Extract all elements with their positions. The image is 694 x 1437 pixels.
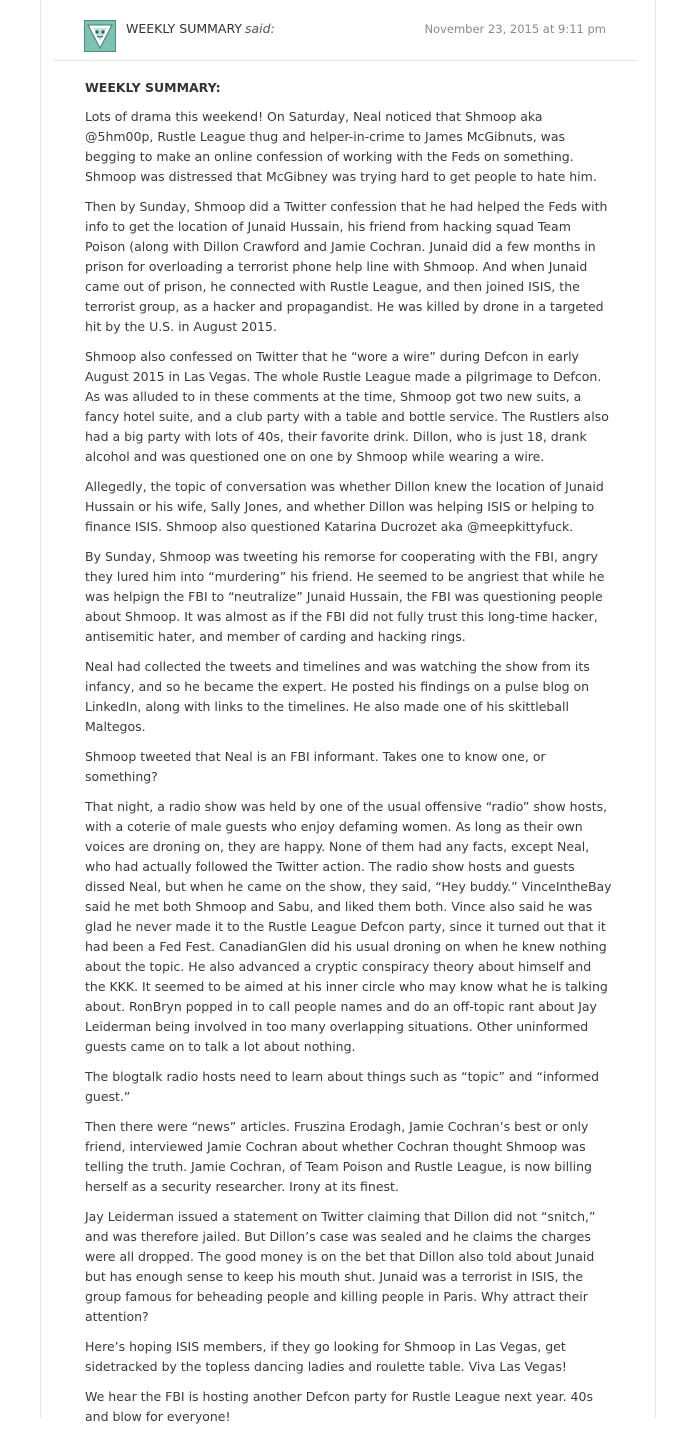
comment-paragraph: Lots of drama this weekend! On Saturday, Neal noticed that Shmoop aka @5hm00p, Rustle League thug and helper-in-crime to James McGibnuts, was begging to make an online confession of working with the Feds on something. Shmoop was distressed that McGibney was trying hard to get people to hate him. (85, 109, 597, 184)
comment-paragraph: Jay Leiderman issued a statement on Twitter claiming that Dillon did not “snitch,” and was therefore jailed. But Dillon’s case was sealed and he claims the charges were all dropped. The good money is on the bet that Dillon also told about Junaid but has enough sense to keep his mouth shut. Junaid was a terrorist in ISIS, the group famous for beheading people and killing people in Paris. Why attract their attention? (85, 1209, 596, 1324)
comment-paragraph: By Sunday, Shmoop was tweeting his remorse for cooperating with the FBI, angry they lured him into “murdering” his friend. He seemed to be angriest that while he was helpign the FBI to “neutralize” Junaid Hussain, the FBI was questioning people about Shmoop. It was almost as if the FBI did not fully trust this long-time hacker, antisemitic hater, and member of carding and hacking rings. (85, 549, 605, 644)
comment-author (126, 21, 275, 36)
comment-paragraph: Here’s hoping ISIS members, if they go looking for Shmoop in Las Vegas, get sidetracked by the topless dancing ladies and roulette table. Viva Las Vegas! (85, 1339, 567, 1374)
comment-paragraph: Shmoop tweeted that Neal is an FBI informant. Takes one to know one, or something? (85, 749, 546, 784)
avatar-graphic (85, 21, 115, 51)
identicon-avatar-icon (84, 20, 116, 52)
comment-paragraph: Then there were “news” articles. Fruszina Erodagh, Jamie Cochran’s best or only friend, interviewed Jamie Cochran about whether Cochran thought Shmoop was telling the truth. Jamie Cochran, of Team Poison and Rustle League, is now billing herself as a security researcher. Irony at its finest. (85, 1119, 592, 1194)
said-label: said: (245, 21, 275, 36)
comment-paragraph: Neal had collected the tweets and timelines and was watching the show from its infancy, and so he became the expert. He posted his findings on a pulse blog on LinkedIn, along with links to the timelines. He also made one of his skittleball Maltegos. (85, 659, 590, 734)
author-name[interactable]: WEEKLY SUMMARY (126, 21, 242, 36)
comment-date-link[interactable]: November 23, 2015 at 9:11 pm (424, 22, 606, 36)
comment-paragraph: We hear the FBI is hosting another Defcon party for Rustle League next year. 40s and blow for everyone! (85, 1389, 593, 1424)
comment-paragraph: The blogtalk radio hosts need to learn about things such as “topic” and “informed guest.” (85, 1069, 600, 1104)
comment-paragraph: Shmoop also confessed on Twitter that he “wore a wire” during Defcon in early August 2015 in Las Vegas. The whole Rustle League made a pilgrimage to Defcon. As was alluded to in these comments at the time, Shmoop got two new suits, a fancy hotel suite, and a club party with a table and bottle service. The Rustlers also had a big party with lots of 40s, their favorite drink. Dillon, who is just 18, drank alcohol and was questioned one on one by Shmoop while wearing a wire. (85, 349, 609, 464)
comment-body (85, 80, 613, 1437)
comment-paragraph: That night, a radio show was held by one of the usual offensive “radio” show hosts, with a coterie of male guests who enjoy defaming women. As long as their own voices are droning on, they are happy. None of them had any facts, except Neal, who had actually followed the Twitter action. The radio show hosts and guests dissed Neal, but when he came on the show, they said, “Hey buddy.” VinceIntheBay said he met both Shmoop and Sabu, and liked them both. Vince also said he was glad he never made it to the Rustle League Defcon party, since it turned out that it had been a Fed Fest. CanadianGlen did his usual droning on when he knew nothing about the topic. He also advanced a cryptic conspiracy theory about himself and the KKK. It seemed to be aimed at his inner circle who may know what he is talking about. RonBryn popped in to call people names and do an off-topic rant about Jay Leiderman being involved in too many overlapping situations. Other uninformed guests came on to talk a lot about nothing. (85, 799, 612, 1054)
comment-paragraph: Allegedly, the topic of conversation was whether Dillon knew the location of Junaid Hussain or his wife, Sally Jones, and whether Dillon was helping ISIS or helping to finance ISIS. Shmoop also questioned Katarina Ducrozet aka @meepkittyfuck. (85, 479, 604, 534)
comment-header (54, 6, 636, 61)
comment-paragraph: Then by Sunday, Shmoop did a Twitter confession that he had helped the Feds with info to get the location of Junaid Hussain, his friend from hacking squad Team Poison (along with Dillon Crawford and Jamie Cochran. Junaid did a few months in prison for overloading a terrorist phone help line with Shmoop. And when Junaid came out of prison, he connected with Rustle League, and then joined ISIS, the terrorist group, as a hacker and propagandist. He was killed by drone in a targeted hit by the U.S. in August 2015. (85, 199, 608, 334)
comment-heading: WEEKLY SUMMARY: (85, 80, 221, 95)
